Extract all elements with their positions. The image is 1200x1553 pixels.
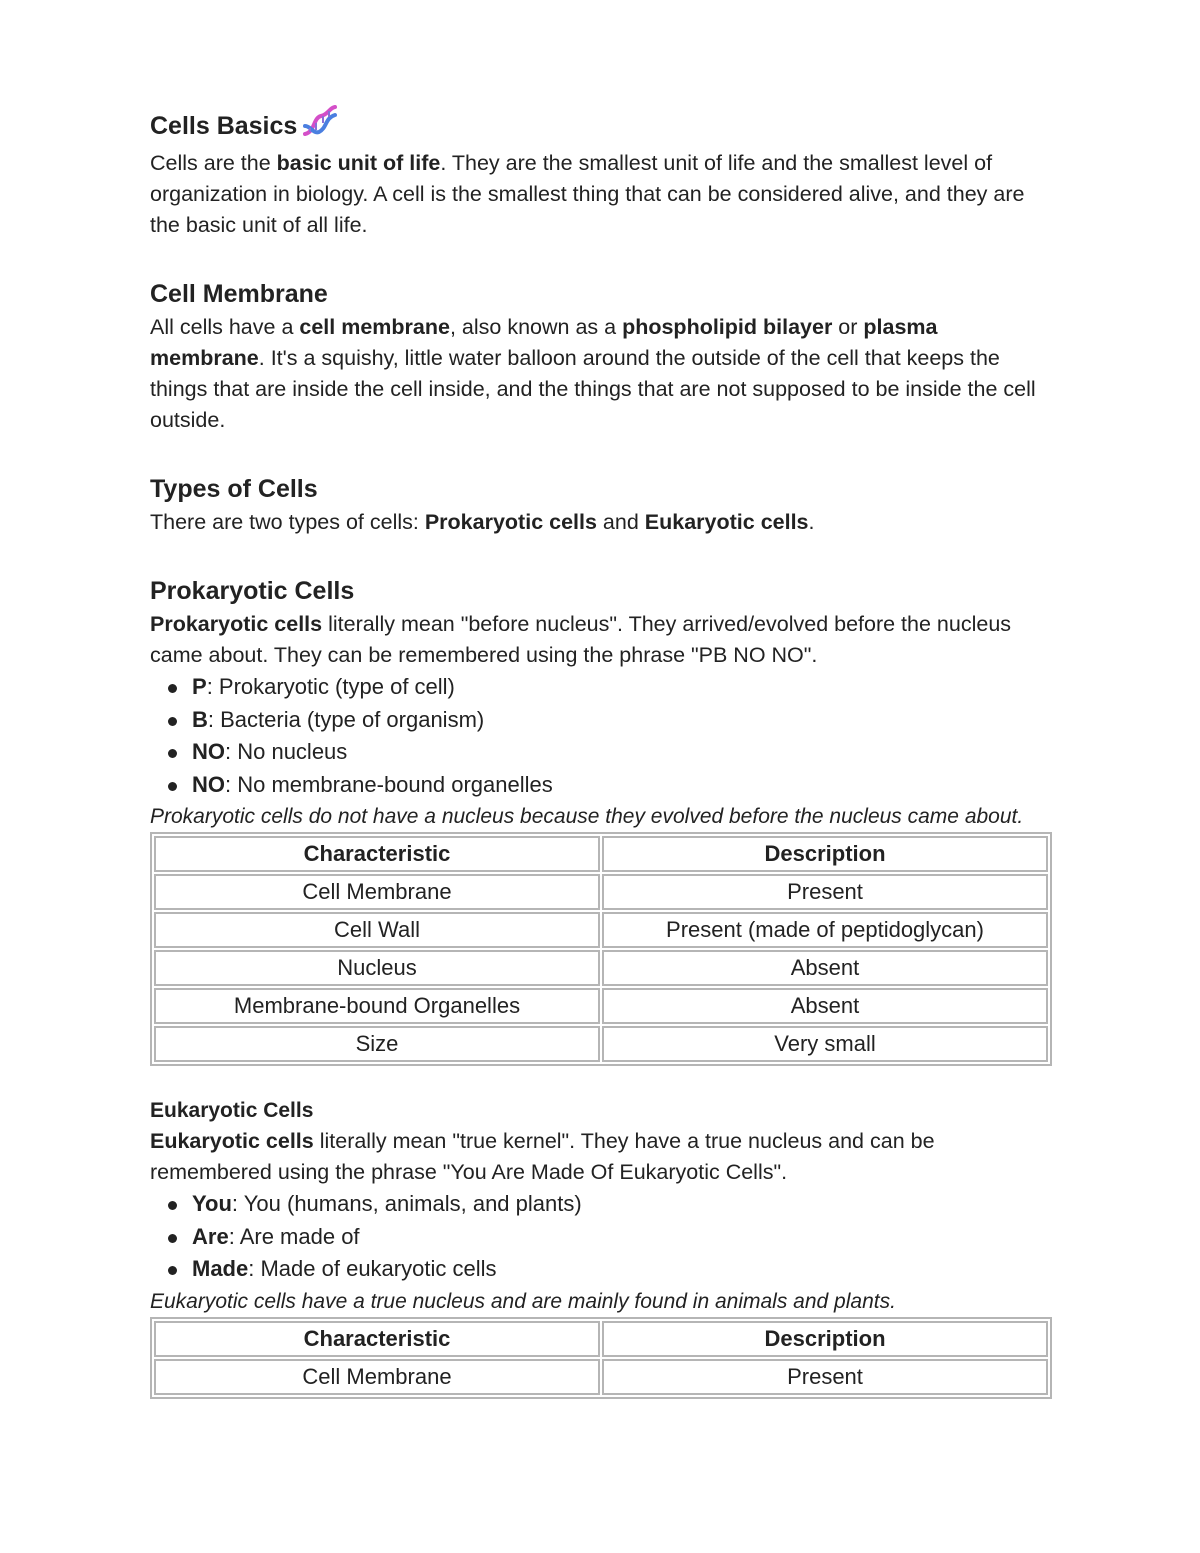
table-header-row <box>154 1321 1048 1357</box>
bullet-icon <box>168 1201 177 1210</box>
bullet-icon <box>168 717 177 726</box>
table-cell: Membrane-bound Organelles <box>154 988 600 1024</box>
prokaryotic-bullet-list <box>150 671 1052 801</box>
types-paragraph: There are two types of cells: Prokaryotic cells and Eukaryotic cells. <box>150 510 815 534</box>
prokaryotic-table <box>150 832 1052 1066</box>
bullet-icon <box>168 1266 177 1275</box>
list-item: B: Bacteria (type of organism) <box>166 704 1052 737</box>
heading-types-of-cells: Types of Cells <box>150 475 318 503</box>
eukaryotic-note: Eukaryotic cells have a true nucleus and are mainly found in animals and plants. <box>150 1289 896 1313</box>
bullet-icon <box>168 749 177 758</box>
list-item: P: Prokaryotic (type of cell) <box>166 671 1052 704</box>
table-cell: Present (made of peptidoglycan) <box>602 912 1048 948</box>
table-cell: Nucleus <box>154 950 600 986</box>
table-row <box>154 912 1048 948</box>
basics-paragraph: Cells are the basic unit of life. They are the smallest unit of life and the smallest level of organization in biology. A cell is the smallest thing that can be considered alive, and they are the basic unit of all life. <box>150 151 1025 237</box>
heading-cell-membrane: Cell Membrane <box>150 280 328 308</box>
dna-icon <box>301 104 339 148</box>
list-item: Are: Are made of <box>166 1221 1052 1254</box>
bullet-icon <box>168 684 177 693</box>
table-row <box>154 988 1048 1024</box>
eukaryotic-table <box>150 1317 1052 1399</box>
table-header-row <box>154 836 1048 872</box>
heading-prokaryotic-cells: Prokaryotic Cells <box>150 577 355 605</box>
table-cell: Present <box>602 874 1048 910</box>
heading-cells-basics: Cells Basics <box>150 104 1052 148</box>
table-cell: Absent <box>602 988 1048 1024</box>
document-page <box>150 104 1052 1399</box>
table-cell: Size <box>154 1026 600 1062</box>
membrane-paragraph: All cells have a cell membrane, also known as a phospholipid bilayer or plasma membrane. It's a squishy, little water balloon around the outside of the cell that keeps the things that are inside the cell inside, and the things that are not supposed to be inside the cell outside. <box>150 315 1036 432</box>
table-row <box>154 1359 1048 1395</box>
bullet-icon <box>168 1234 177 1243</box>
prokaryotic-paragraph: Prokaryotic cells literally mean "before nucleus". They arrived/evolved before the nucleus came about. They can be remembered using the phrase "PB NO NO". <box>150 612 1012 667</box>
heading-eukaryotic-cells: Eukaryotic Cells <box>150 1099 314 1122</box>
prokaryotic-note: Prokaryotic cells do not have a nucleus because they evolved before the nucleus came about. <box>150 805 1024 828</box>
table-row <box>154 950 1048 986</box>
bullet-icon <box>168 782 177 791</box>
table-header-cell: Characteristic <box>154 1321 600 1357</box>
table-cell: Cell Membrane <box>154 1359 600 1395</box>
table-cell: Absent <box>602 950 1048 986</box>
list-item: You: You (humans, animals, and plants) <box>166 1188 1052 1221</box>
list-item: Made: Made of eukaryotic cells <box>166 1253 1052 1286</box>
list-item: NO: No membrane-bound organelles <box>166 769 1052 802</box>
table-header-cell: Description <box>602 836 1048 872</box>
table-row <box>154 874 1048 910</box>
table-header-cell: Characteristic <box>154 836 600 872</box>
table-cell: Present <box>602 1359 1048 1395</box>
list-item: NO: No nucleus <box>166 736 1052 769</box>
table-row <box>154 1026 1048 1062</box>
eukaryotic-paragraph: Eukaryotic cells literally mean "true kernel". They have a true nucleus and can be remembered using the phrase "You Are Made Of Eukaryotic Cells". <box>150 1129 935 1184</box>
table-cell: Cell Membrane <box>154 874 600 910</box>
table-cell: Cell Wall <box>154 912 600 948</box>
table-header-cell: Description <box>602 1321 1048 1357</box>
table-cell: Very small <box>602 1026 1048 1062</box>
eukaryotic-bullet-list <box>150 1188 1052 1286</box>
